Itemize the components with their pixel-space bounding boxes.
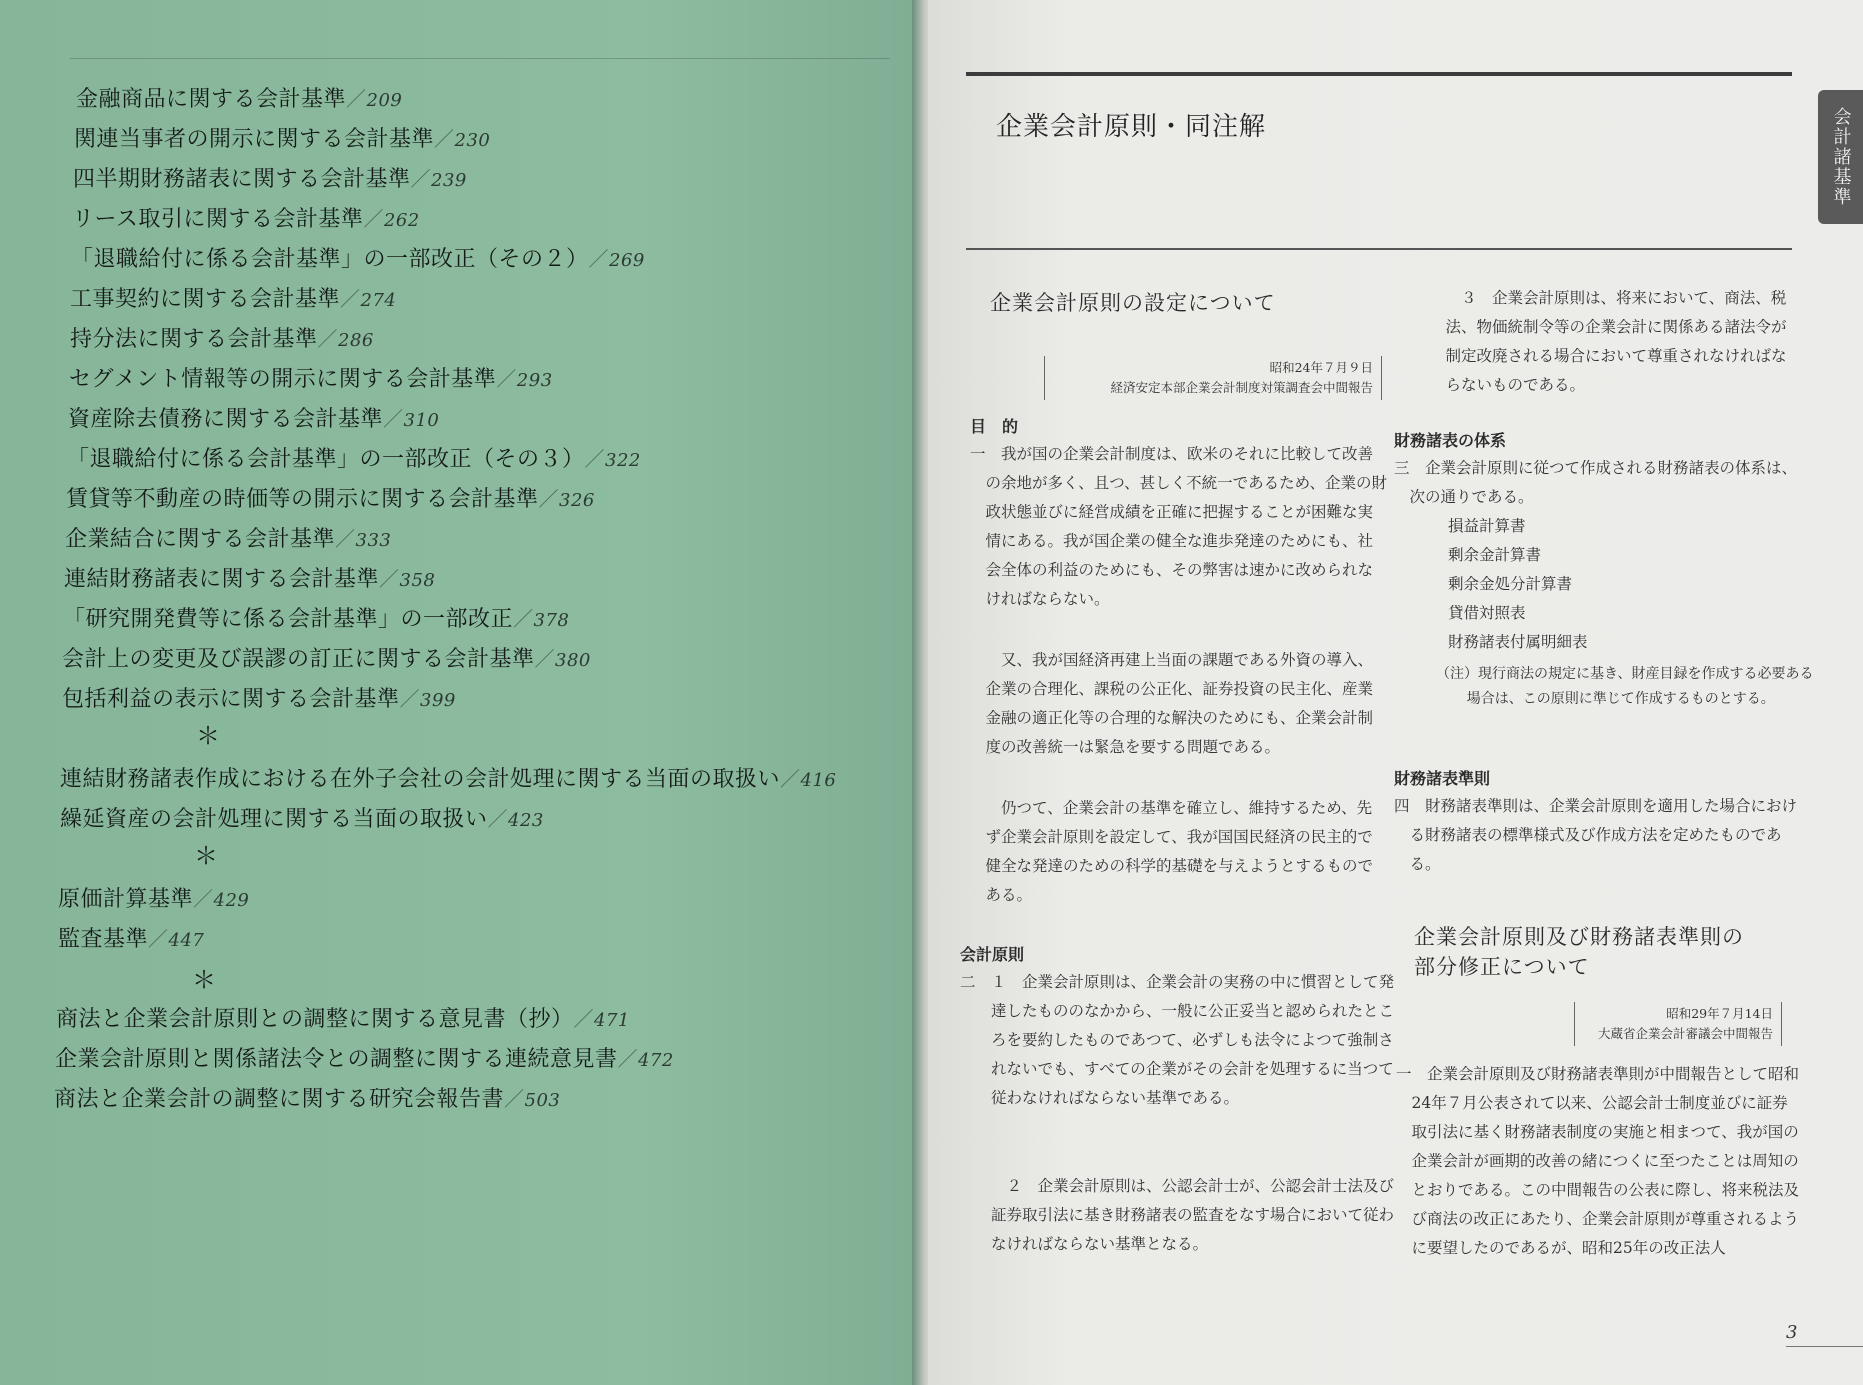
toc-separator: ／ — [346, 87, 367, 111]
citation-bracket-2 — [1574, 1002, 1782, 1046]
toc-entry-title: 監査基準 — [58, 927, 149, 952]
toc-entry — [74, 122, 490, 153]
toc-page-number: 471 — [594, 1010, 630, 1031]
section-heading-revision-line1: 企業会計原則及び財務諸表準則の — [1414, 925, 1744, 949]
toc-entry-title: 会計上の変更及び誤謬の訂正に関する会計基準 — [62, 647, 535, 672]
heading-statement-rules: 財務諸表準則 — [1394, 769, 1491, 788]
toc-separator: ／ — [617, 1047, 639, 1071]
section-heading-revision — [1414, 922, 1744, 982]
statement-list — [1448, 512, 1778, 657]
toc-entry — [62, 642, 591, 673]
toc-entry-title: 賃貸等不動産の時価等の開示に関する会計基準 — [66, 487, 539, 512]
toc-separator: ／ — [573, 1007, 595, 1031]
toc-separator: ／ — [383, 407, 404, 431]
citation-date-2: 昭和29年７月14日 — [1666, 1006, 1773, 1021]
toc-entry — [56, 1002, 630, 1033]
top-rule — [70, 58, 890, 59]
toc-entry — [62, 682, 456, 713]
citation-source: 経済安定本部企業会計制度対策調査会中間報告 — [1110, 380, 1373, 395]
toc-page-number: 239 — [431, 170, 467, 191]
heading-accounting-principles: 会計原則 — [960, 945, 1025, 964]
toc-entry — [71, 242, 645, 273]
toc-separator: ／ — [584, 447, 606, 471]
list-item: 剰余金計算書 — [1448, 546, 1542, 564]
toc-entry-title: 資産除去債務に関する会計基準 — [68, 407, 384, 432]
page-number-rule — [1786, 1346, 1863, 1347]
toc-separator: ／ — [379, 567, 400, 591]
toc-entry — [60, 762, 836, 793]
paragraph-1: 一 我が国の企業会計制度は、欧米のそれに比較して改善の余地が多く、且つ、甚しく不統一であるため、企業の財政状態並びに経営成績を正確に把握することが困難な実情にある。我が国企業の健全な進歩発達のためにも、社会全体の利益のためにも、その弊害は速かに改められなければならない。 — [970, 445, 1387, 608]
toc-entry — [64, 562, 435, 593]
citation-date: 昭和24年７月９日 — [1269, 360, 1373, 375]
toc-page-number: 472 — [638, 1050, 674, 1071]
heading-statement-system: 財務諸表の体系 — [1394, 431, 1507, 450]
toc-separator: ／ — [496, 367, 517, 391]
toc-entry — [55, 1042, 674, 1073]
toc-entry-title: 「研究開発費等に係る会計基準」の一部改正 — [63, 607, 514, 632]
toc-entry-title: 企業結合に関する会計基準 — [65, 527, 336, 552]
title-rule — [966, 248, 1792, 250]
section-tab: 会計諸基準 — [1818, 90, 1863, 224]
toc-entry — [68, 402, 439, 433]
left-page-toc — [0, 0, 918, 1385]
paragraph-6: ３ 企業会計原則は、将来において、商法、税法、物価統制令等の企業会計に関係ある諸法令が制定改廃される場合において尊重されなければならないものである。 — [1445, 289, 1787, 394]
toc-page-number: 429 — [213, 890, 250, 911]
toc-separator: ／ — [487, 807, 509, 831]
citation-bracket — [1044, 356, 1382, 400]
toc-entry — [65, 522, 391, 553]
toc-page-number: 286 — [338, 330, 374, 351]
paragraph-9: 一 企業会計原則及び財務諸表準則が中間報告として昭和24年７月公表されて以来、公認会計士制度並びに証券取引法に基く財務諸表制度の実施と相まつて、我が国の企業会計が画期的改善の緒につくに至つたことは周知のとおりである。この中間報告の公表に際し、将来税法及び商法の改正にあたり、企業会計原則が尊重されるように要望したのであるが、昭和25年の改正法人 — [1396, 1065, 1800, 1257]
toc-page-number: 274 — [360, 290, 397, 311]
toc-separator: ／ — [588, 247, 610, 271]
toc-page-number: 262 — [383, 210, 420, 231]
toc-entry — [70, 282, 396, 313]
toc-entry-title: 持分法に関する会計基準 — [70, 327, 318, 352]
citation-source-2: 大蔵省企業会計審議会中間報告 — [1597, 1026, 1773, 1041]
toc-page-number: 447 — [168, 930, 205, 951]
toc-divider-star: ＊ — [196, 722, 220, 750]
toc-entry-title: 関連当事者の開示に関する会計基準 — [74, 127, 435, 152]
toc-entry-title: 商法と企業会計の調整に関する研究会報告書 — [54, 1087, 505, 1112]
right-page — [928, 0, 1863, 1385]
toc-entry-title: 工事契約に関する会計基準 — [70, 287, 341, 312]
toc-page-number: 503 — [524, 1090, 561, 1111]
list-item: 剰余金処分計算書 — [1448, 575, 1573, 593]
toc-separator: ／ — [410, 167, 432, 191]
toc-entry — [69, 362, 553, 393]
toc-entry — [73, 162, 467, 193]
toc-entry-title: 連結財務諸表作成における在外子会社の会計処理に関する当面の取扱い — [60, 767, 781, 792]
toc-page-number: 399 — [420, 690, 456, 711]
page-title: 企業会計原則・同注解 — [996, 112, 1267, 142]
toc-divider-star: ＊ — [194, 842, 218, 870]
toc-entry — [58, 922, 204, 953]
toc-page-number: 380 — [555, 650, 591, 671]
paragraph-4: 二 １ 企業会計原則は、企業会計の実務の中に慣習として発達したもののなかから、一般に公正妥当と認められたところを要約したものであつて、必ずしも法令によつて強制されないでも、すべての企業がその会計を処理するに当つて従わなければならない基準である。 — [960, 973, 1395, 1107]
paragraph-3: 仍つて、企業会計の基準を確立し、維持するため、先ず企業会計原則を設定して、我が国国民経済の民主的で健全な発達のための科学的基礎を与えようとするものである。 — [985, 799, 1374, 904]
toc-entry-title: 四半期財務諸表に関する会計基準 — [73, 167, 411, 192]
note: （注）現行商法の規定に基き、財産目録を作成する必要ある場合は、この原則に準じて作成するものとする。 — [1436, 666, 1814, 707]
toc-entry-title: 繰延資産の会計処理に関する当面の取扱い — [60, 807, 488, 832]
toc-page-number: 333 — [355, 530, 392, 551]
toc-page-number: 230 — [454, 130, 491, 151]
toc-entry — [72, 202, 420, 233]
toc-page-number: 416 — [800, 770, 837, 791]
list-item: 財務諸表付属明細表 — [1448, 633, 1588, 651]
page-number: 3 — [1786, 1322, 1798, 1343]
toc-entry-title: 包括利益の表示に関する会計基準 — [62, 687, 400, 712]
toc-page-number: 322 — [605, 450, 641, 471]
toc-entry-title: 金融商品に関する会計基準 — [76, 87, 347, 112]
toc-divider-star: ＊ — [192, 966, 216, 994]
toc-entry-title: リース取引に関する会計基準 — [72, 207, 364, 232]
toc-entry-title: 連結財務諸表に関する会計基準 — [64, 567, 380, 592]
toc-entry — [60, 802, 544, 833]
toc-page-number: 209 — [366, 90, 403, 111]
toc-entry-title: 商法と企業会計原則との調整に関する意見書（抄） — [56, 1007, 574, 1032]
paragraph-2: 又、我が国経済再建上当面の課題である外資の導入、企業の合理化、課税の公正化、証券投資の民主化、産業金融の適正化等の合理的な解決のためにも、企業会計制度の改善統一は緊急を要する問題である。 — [985, 651, 1374, 756]
toc-separator: ／ — [193, 887, 214, 911]
toc-entry-title: 原価計算基準 — [58, 887, 194, 912]
header-rule — [966, 72, 1792, 76]
toc-separator: ／ — [780, 767, 801, 791]
toc-separator: ／ — [148, 927, 169, 951]
toc-separator: ／ — [513, 607, 534, 631]
toc-entry — [70, 322, 374, 353]
toc-page-number: 423 — [508, 810, 544, 831]
paragraph-5: ２ 企業会計原則は、公認会計士が、公認会計士法及び証券取引法に基き財務諸表の監査をなす場合において従わなければならない基準となる。 — [991, 1177, 1395, 1253]
toc-page-number: 378 — [533, 610, 570, 631]
toc-entry — [58, 882, 249, 913]
section-heading-establishment: 企業会計原則の設定について — [990, 291, 1276, 315]
toc-separator: ／ — [399, 687, 421, 711]
toc-separator: ／ — [317, 327, 339, 351]
toc-separator: ／ — [340, 287, 361, 311]
heading-purpose: 目 的 — [970, 417, 1019, 436]
toc-page-number: 358 — [399, 570, 436, 591]
toc-separator: ／ — [504, 1087, 525, 1111]
toc-page-number: 326 — [559, 490, 595, 511]
toc-entry-title: 企業会計原則と関係諸法令との調整に関する連続意見書 — [55, 1047, 618, 1072]
list-item: 貸借対照表 — [1448, 604, 1526, 622]
paragraph-7: 三 企業会計原則に従つて作成される財務諸表の体系は、次の通りである。 — [1394, 459, 1798, 506]
toc-entry — [76, 82, 402, 113]
toc-page-number: 269 — [609, 250, 645, 271]
toc-entry — [54, 1082, 560, 1113]
toc-separator: ／ — [538, 487, 560, 511]
toc-separator: ／ — [434, 127, 455, 151]
toc-separator: ／ — [534, 647, 556, 671]
section-heading-revision-line2: 部分修正について — [1414, 955, 1590, 979]
toc-entry — [63, 602, 569, 633]
paragraph-8: 四 財務諸表準則は、企業会計原則を適用した場合における財務諸表の標準様式及び作成方法を定めたものである。 — [1394, 797, 1798, 873]
toc-entry-title: セグメント情報等の開示に関する会計基準 — [69, 367, 497, 392]
toc-entry-title: 「退職給付に係る会計基準」の一部改正（その３） — [67, 447, 585, 472]
list-item: 損益計算書 — [1448, 517, 1526, 535]
toc-separator: ／ — [335, 527, 356, 551]
toc-page-number: 310 — [403, 410, 440, 431]
toc-page-number: 293 — [516, 370, 553, 391]
toc-entry — [66, 482, 595, 513]
toc-entry-title: 「退職給付に係る会計基準」の一部改正（その２） — [71, 247, 589, 272]
toc-separator: ／ — [363, 207, 384, 231]
toc-entry — [67, 442, 641, 473]
